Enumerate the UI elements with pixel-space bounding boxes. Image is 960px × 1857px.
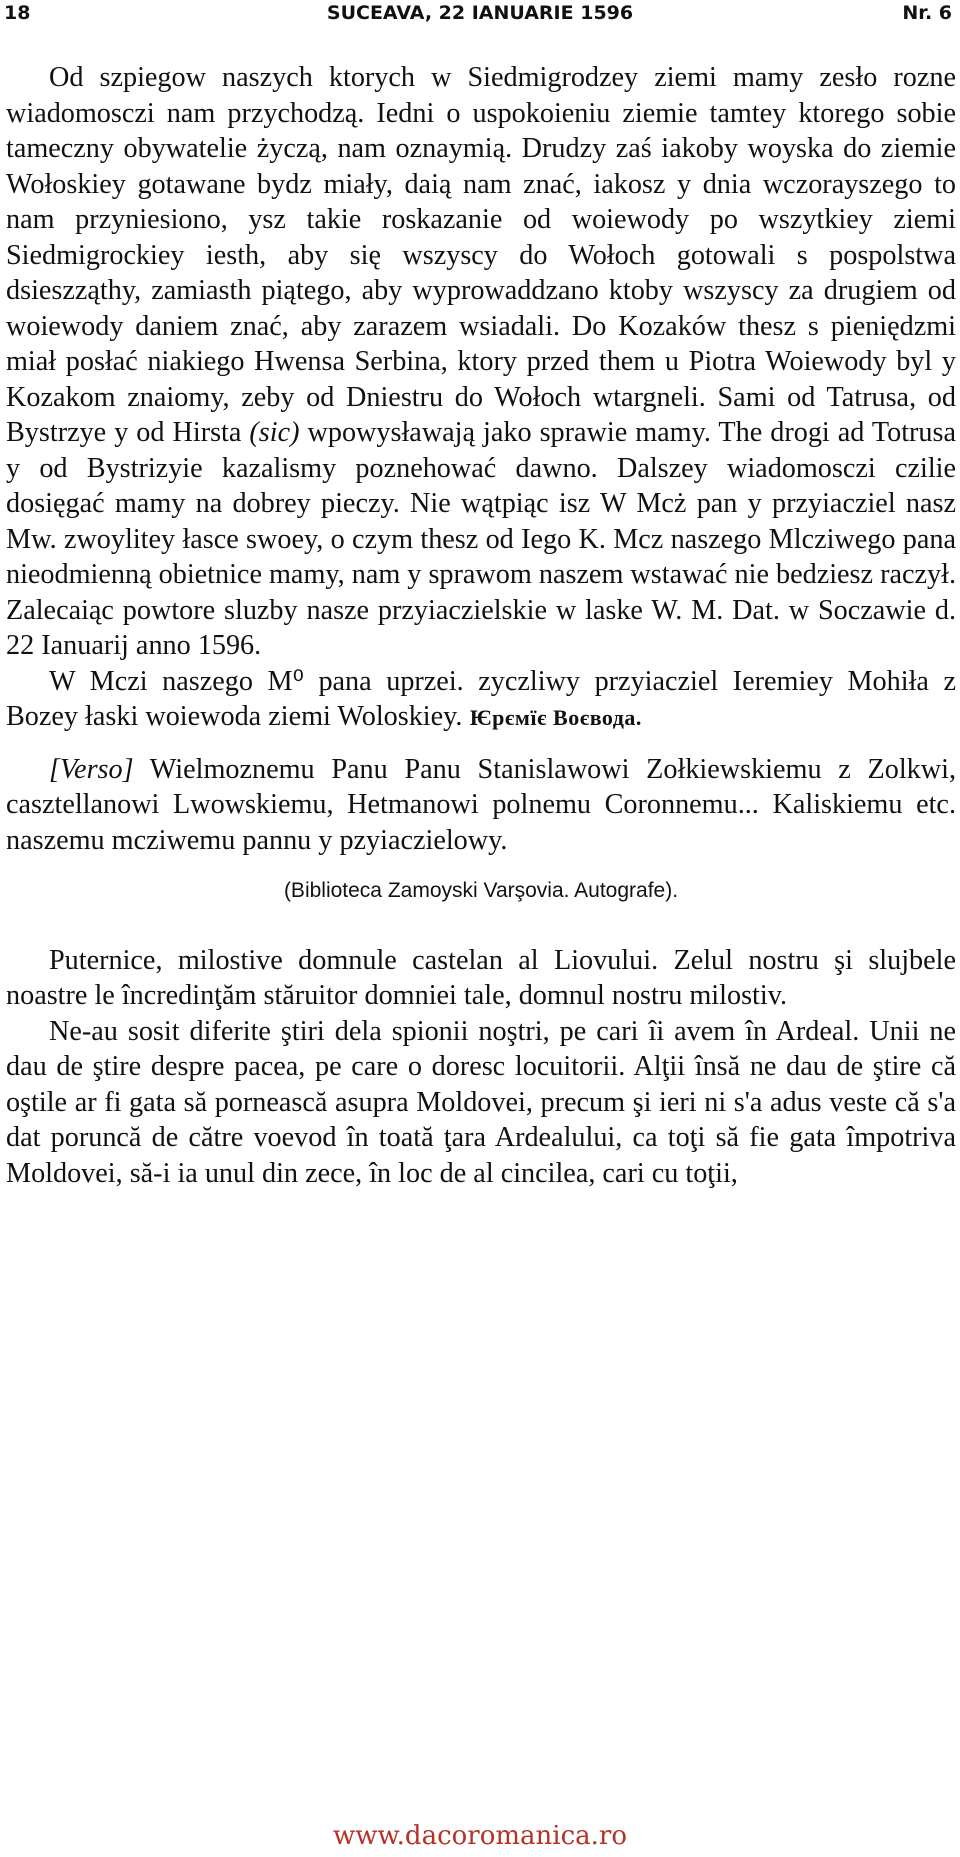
- watermark-footer: www.dacoromanica.ro: [332, 1821, 627, 1851]
- verso-address: [6, 752, 956, 859]
- polish-letter-closing: [6, 664, 956, 736]
- page-number: 18: [4, 2, 31, 24]
- polish-letter-text-1: Od szpiegow naszych ktorych w Siedmigrodzey ziemi mamy zesło rozne wiadomosczi nam przychodzą. Iedni o uspokoieniu ziemie tamtey ktorego sobie tameczny obywatelie życzą, nam oznaymią. Drudzy zaś iakoby woyska do ziemie Wołoskiey gotawane bydz miały, daią nam znać, iakosz y dnia wczorayszego to nam przyniesiono, ysz takie roskazanie od woiewody po wszytkiey ziemi Siedmigrockiey iesth, aby się wszyscy do Wołoch gotowali s pospolstwa dsieszząthy, zamiasth piątego, aby wyprowaddzano ktoby wszyscy za drugiem od woiewody daniem znać, aby zarazem wsiadali. Do Kozaków thesz s pieniędzmi miał posłać niakiego Hwensa Serbina, ktory przed them u Piotra Woiewody byl y Kozakom znaiomy, zeby od Dniestru do Wołoch wtargneli. Sami od Tatrusa, od Bystrzye y od Hirsta: [6, 62, 956, 448]
- source-citation: (Biblioteca Zamoyski Varşovia. Autografe).: [283, 879, 679, 902]
- closing-text: W Mczi naszego M⁰ pana uprzei. zyczliwy przyiacziel Ieremiey Mohiła z Bozey łaski woiewoda ziemi Woloskiey.: [6, 665, 956, 732]
- sic-annotation: (sic): [249, 417, 300, 448]
- polish-letter-paragraph-1: [6, 60, 956, 664]
- running-title: SUCEAVA, 22 IANUARIE 1596: [326, 2, 634, 24]
- issue-number: Nr. 6: [902, 2, 952, 24]
- verso-text: Wielmoznemu Panu Panu Stanislawowi Zołkiewskiemu z Zolkwi, casztellanowi Lwowskiemu, Hetmanowi polnemu Coronnemu... Kaliskiemu etc. naszemu mcziwemu pannu y pzyiaczielowy.: [6, 753, 956, 856]
- polish-letter-text-1-rest: wpowysławają jako sprawie mamy. The drogi ad Totrusa y od Bystrizyie kazalismy poznehować dawno. Dalszey wiadomosczi czilie dosięgać mamy na dobrey pieczy. Nie wątpiąc isz W Mcż pan y przyiacziel nasz Mw. zwoylitey łasce swoey, o czym thesz od Iego K. Mcz naszego Mlcziwego pana nieodmienną obietnice mamy, nam y sprawom naszem wstawać nie bedziesz raczył. Zalecaiąc powtore sluzby nasze przyiaczielskie w laske W. M. Dat. w Soczawie d. 22 Ianuarij anno 1596.: [6, 417, 956, 661]
- translation-paragraph-1: Puternice, milostive domnule castelan al Liovului. Zelul nostru şi slujbele noastre le încredinţăm stăruitor domniei tale, domnul nostru milostiv.: [6, 944, 956, 1011]
- cyrillic-signature: Ѥрємїє Воєвода.: [469, 705, 642, 730]
- verso-label: [Verso]: [49, 753, 134, 785]
- translation-paragraph-2: Ne-au sosit diferite ştiri dela spionii noştri, pe cari îi avem în Ardeal. Unii ne dau de ştire despre pacea, pe care o doresc locuitorii. Alţii însă ne dau de ştire că oştile ar fi gata să pornească asupra Moldovei, precum şi ieri ni s'a adus veste că s'a dat poruncă de către voevod în toată ţara Ardealului, ca toţi să fie gata împotriva Moldovei, să-i ia unul din zece, în loc de al cincilea, cari cu toţii,: [6, 1015, 956, 1189]
- document-body: [6, 60, 956, 1191]
- running-header: [0, 0, 960, 34]
